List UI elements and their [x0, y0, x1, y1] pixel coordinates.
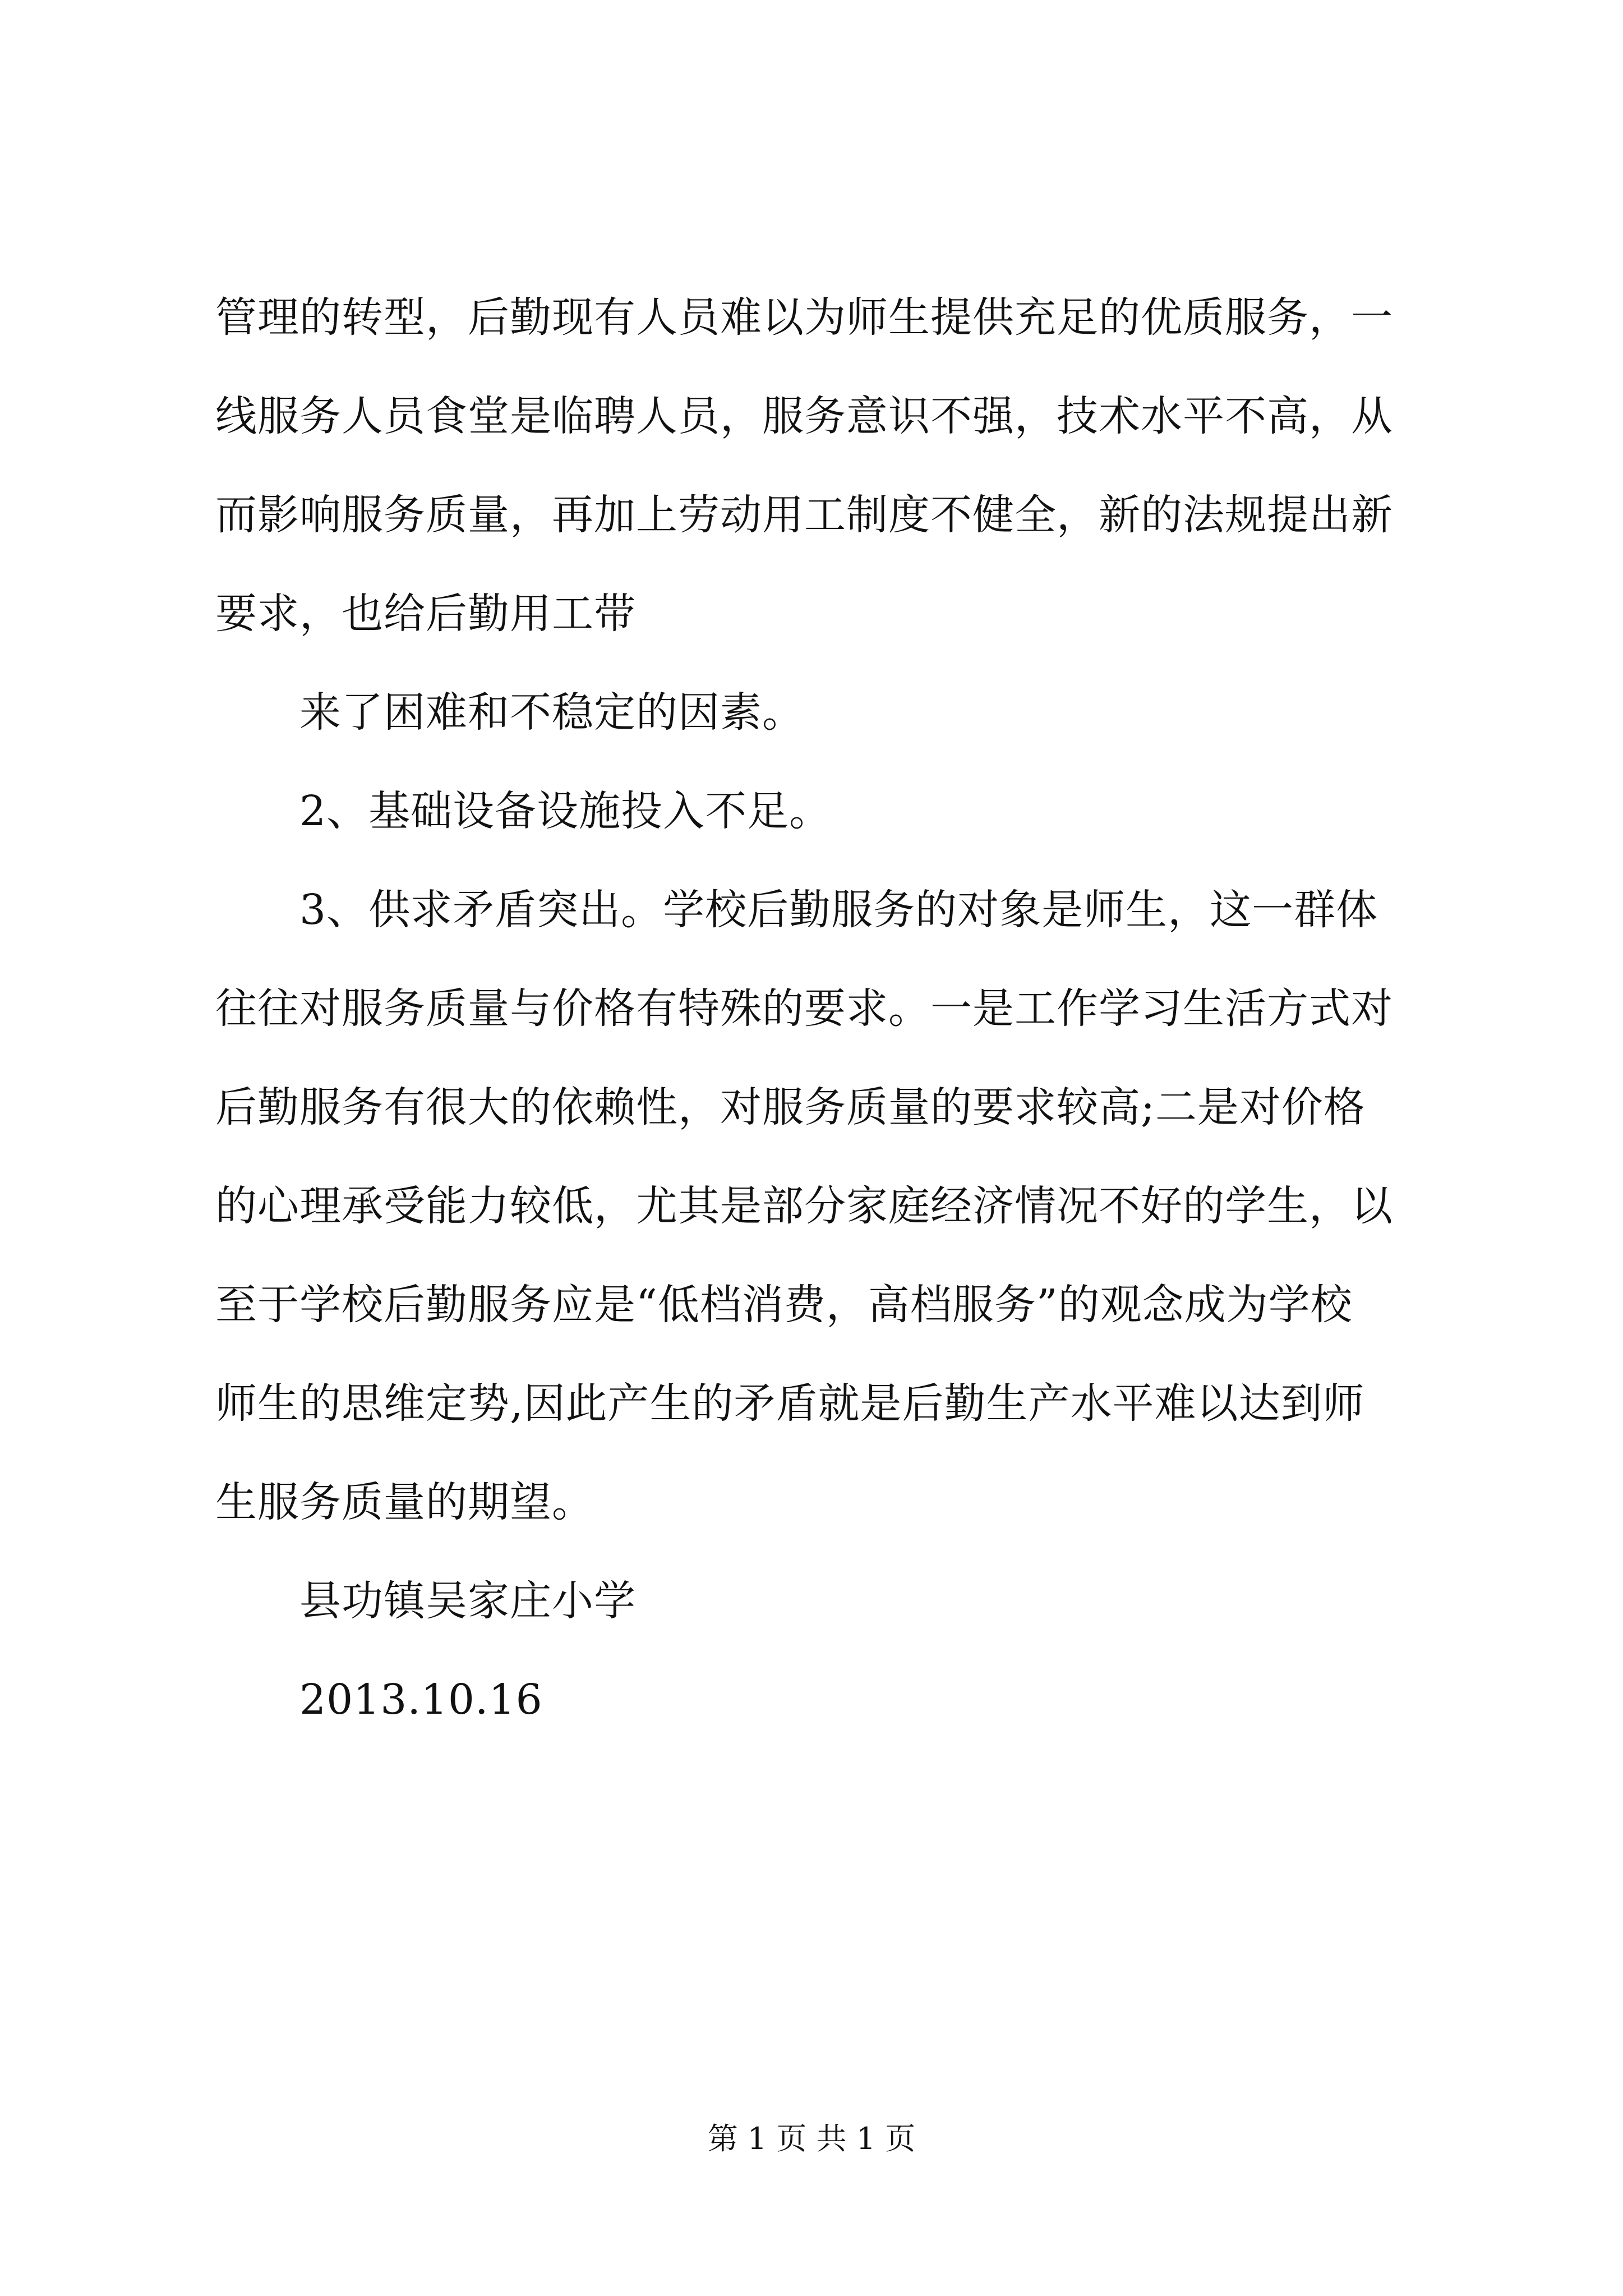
paragraph-line: 管理的转型，后勤现有人员难以为师生提供充足的优质服务，一 — [215, 293, 1393, 342]
signature-organization: 县功镇吴家庄小学 — [299, 1577, 636, 1625]
paragraph-line: 生服务质量的期望。 — [215, 1478, 594, 1526]
paragraph-line: 2、基础设备设施投入不足。 — [299, 787, 832, 835]
paragraph-line: 后勤服务有很大的依赖性，对服务质量的要求较高;二是对价格 — [215, 1083, 1366, 1131]
paragraph-line: 师生的思维定势,因此产生的矛盾就是后勤生产水平难以达到师 — [215, 1379, 1365, 1428]
paragraph-line: 要求，也给后勤用工带 — [215, 590, 636, 638]
paragraph-line: 3、供求矛盾突出。学校后勤服务的对象是师生，这一群体 — [299, 886, 1378, 934]
paragraph-line: 往往对服务质量与价格有特殊的要求。一是工作学习生活方式对 — [215, 984, 1393, 1033]
signature-date: 2013.10.16 — [299, 1676, 543, 1724]
paragraph-line: 来了困难和不稳定的因素。 — [299, 688, 804, 737]
document-body — [215, 268, 1421, 1749]
paragraph-line: 的心理承受能力较低，尤其是部分家庭经济情况不好的学生，以 — [215, 1182, 1393, 1230]
page-number-footer: 第 1 页 共 1 页 — [707, 2121, 916, 2156]
paragraph-line: 至于学校后勤服务应是“低档消费，高档服务”的观念成为学校 — [215, 1281, 1353, 1329]
paragraph-line: 而影响服务质量，再加上劳动用工制度不健全，新的法规提出新 — [215, 491, 1393, 539]
paragraph-line: 线服务人员食堂是临聘人员，服务意识不强，技术水平不高，从 — [215, 392, 1393, 440]
